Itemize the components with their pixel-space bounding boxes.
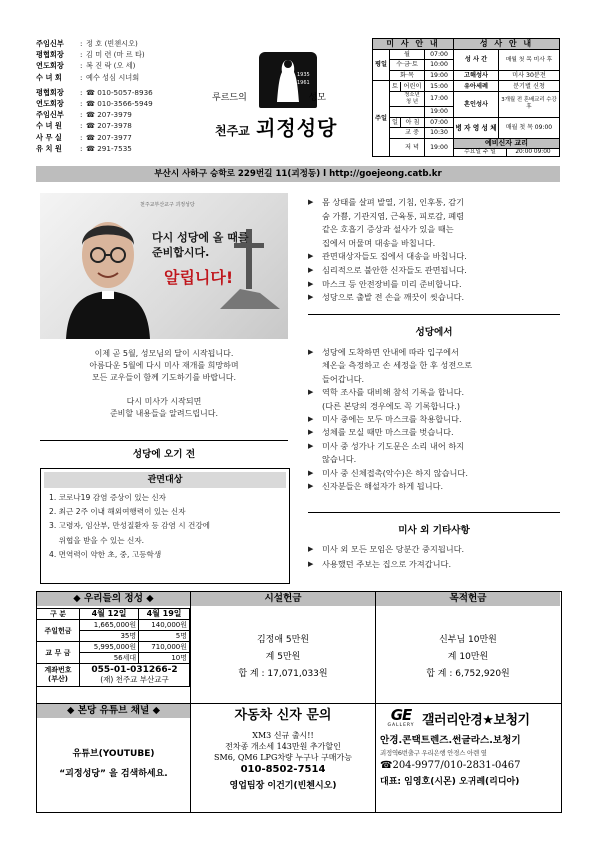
staff-row: 주임신부 : ☎ 207-3979: [36, 109, 184, 120]
sacrament-name: 병 자 영 성 체: [454, 117, 499, 138]
checklist-line: ▶ 심리적으로 불안한 신자들도 관면됩니다.: [322, 264, 467, 275]
staff-row: 유 치 원 : ☎ 291-7535: [36, 143, 184, 154]
mass-day: 청소년 청 년: [390, 91, 425, 106]
mass-day: 저 녁: [390, 138, 425, 156]
checklist-line: 집에서 머물며 대송을 바칩니다.: [322, 237, 436, 248]
staff-role: 수 녀 원: [36, 121, 62, 131]
staff-value: ☎ 010-5057-8936: [86, 87, 153, 97]
finance-date: 4월 19일: [139, 609, 190, 620]
checklist-line: ▶ 미사 외 모든 모임은 당분간 중지됩니다.: [322, 544, 465, 554]
mass-time: 17:00: [425, 91, 454, 106]
staff-row: 연도회장 : 복 진 락 (오 세): [36, 60, 184, 71]
logo-year-bottom: 1961: [297, 80, 310, 86]
staff-role: 주임신부: [36, 39, 64, 48]
staff-role: 수 녀 회: [36, 72, 62, 82]
optical-address: 괴정역6번출구 우리은행 안경스 아렌 옆: [380, 749, 487, 757]
staff-role: 유 치 원: [36, 143, 62, 153]
facility-line: 계 5만원: [265, 652, 301, 662]
finance-amount: 710,000원: [139, 642, 190, 653]
exemption-item: 4. 면역력이 약한 초, 중, 고등학생: [49, 549, 162, 559]
car-ad-line: 전차종 개소세 143만원 추가할인: [225, 742, 341, 751]
poster-headline: 알립니다!: [164, 268, 234, 287]
staff-row: 평협회장 : ☎ 010-5057-8936: [36, 87, 184, 98]
divider: [308, 512, 560, 513]
optical-ad: [380, 708, 560, 787]
intro-line: 이제 곧 5월, 성모님의 달이 시작됩니다.: [94, 349, 234, 358]
exemption-title: 관면대상: [44, 472, 286, 488]
checklist-item: [308, 480, 560, 493]
checklist-line: ▶ 미사 중 신체접촉(악수)은 하지 않습니다.: [322, 467, 468, 478]
mass-time: 10:00: [425, 60, 454, 71]
checklist-item: [308, 426, 560, 439]
staff-row: 수 녀 회 : 예수 성심 시녀회: [36, 72, 184, 83]
staff-value: ☎ 010-3566-5949: [86, 98, 153, 108]
checklist-line: (다른 본당의 경우에도 꼭 기록합니다.): [322, 400, 461, 411]
checklist-item: [308, 264, 560, 278]
car-ad-line: XM3 신규 출시!!: [252, 731, 314, 740]
sacrament-value: 분기별 신청: [499, 81, 560, 92]
account-owner: (재) 천주교 부산교구: [100, 675, 169, 684]
catechumen-day: 수요일 주 일: [454, 149, 507, 156]
staff-value: ☎ 207-3978: [86, 121, 132, 131]
finance-count: 10명: [139, 653, 190, 664]
checklist-item: [308, 440, 560, 467]
announcement-poster: [40, 193, 288, 339]
church-subtitle: 루르드의 성모: [212, 93, 326, 103]
mass-day: 수·금·토: [390, 60, 425, 71]
finance-date: 4월 12일: [80, 609, 139, 620]
purpose-body: [376, 632, 560, 683]
mass-schedule-title: 미 사 안 내: [373, 39, 454, 50]
schedule-panel: [372, 38, 560, 157]
mass-time: 10:30: [425, 128, 454, 139]
staff-value: 복 진 락 (오 세): [86, 61, 136, 71]
finance-col-head: 구 분: [37, 609, 80, 620]
staff-value: ☎ 291-7535: [86, 143, 132, 153]
checklist-line: 같은 호흡기 증상과 설사가 있을 때는: [322, 224, 454, 235]
checklist-item: [308, 278, 560, 292]
finance-amount: 5,995,000원: [80, 642, 139, 653]
weekday-label: 평일: [373, 49, 390, 81]
finance-count: 35명: [80, 631, 139, 642]
facility-total: 합 계 : 17,071,033원: [238, 669, 328, 679]
divider: [308, 314, 560, 315]
staff-value: 정 호 (빈첸시오): [86, 39, 138, 48]
optical-phone: ☎204-9977/010-2831-0467: [380, 760, 521, 771]
sacrament-name: 혼인성사: [454, 91, 499, 117]
facility-body: [191, 632, 375, 683]
section-title-other: 미사 외 기타사항: [398, 525, 470, 536]
priest-portrait: [60, 205, 156, 339]
staff-role: 연도회장: [36, 61, 64, 71]
mass-day: 어린이: [400, 82, 424, 91]
purpose-line: 신부님 10만원: [439, 635, 497, 645]
checklist-line: ▶ 성당으로 출발 전 손을 깨끗이 씻습니다.: [322, 292, 465, 303]
checklist-item: [308, 542, 560, 557]
youtube-body: [37, 744, 190, 784]
checklist-item: [308, 386, 560, 413]
poster-church-logo: 천주교부산교구 괴정성당: [140, 202, 195, 208]
staff-role: 연도회장: [36, 98, 64, 108]
purpose-total: 합 계 : 6,752,920원: [426, 669, 510, 679]
checklist-item: [308, 467, 560, 480]
optical-name: 갤러리안경★보청기: [422, 712, 530, 728]
staff-value: ☎ 207-3979: [86, 110, 132, 120]
youtube-line: 유튜브(YOUTUBE): [72, 749, 155, 759]
checklist-item: [308, 346, 560, 386]
mass-time: 19:00: [425, 70, 454, 81]
other-checklist: [308, 542, 560, 572]
checklist-line: 들어갑니다.: [322, 373, 365, 384]
checklist-line: ▶ 미사 중에는 모두 마스크를 착용합니다.: [322, 414, 462, 425]
mass-day: 월: [390, 49, 425, 60]
sunday-short-label: 일: [392, 118, 398, 126]
exemption-item: 위협을 받을 수 있는 신자.: [49, 535, 145, 545]
optical-products: 안경.콘택트렌즈.썬글라스.보청기: [380, 735, 521, 746]
staff-role: 평협회장: [36, 87, 64, 97]
parish-title: 천주교 괴정성당: [215, 116, 338, 140]
staff-row: 사 무 실 : ☎ 207-3977: [36, 132, 184, 143]
catechumen-time: 20:00 09:00: [515, 148, 551, 155]
staff-row: 연도회장 : ☎ 010-3566-5949: [36, 98, 184, 109]
sunday-label: 주일: [373, 81, 390, 156]
staff-value: 김 미 련 (마 르 타): [86, 50, 145, 60]
logo-year-top: 1935: [297, 72, 310, 78]
mass-time: 07:00: [425, 49, 454, 60]
intro-line: [40, 384, 288, 396]
before-checklist: [308, 196, 560, 305]
mass-day: 교 중: [390, 128, 425, 139]
facility-title: 시설헌금: [191, 592, 375, 606]
car-ad-title: 자동차 신자 문의: [234, 708, 332, 723]
intro-line: 모든 교우들이 함께 기도하기를 바랍니다.: [91, 373, 237, 382]
youtube-title: ◆ 본당 유튜브 채널 ◆: [37, 704, 190, 718]
staff-role: 주임신부: [36, 110, 64, 120]
car-ad-lines: [191, 730, 375, 763]
purpose-line: 계 10만원: [447, 652, 489, 662]
intro-line: 준비할 내용들을 알려드립니다.: [109, 409, 219, 418]
checklist-line: 체온을 측정하고 손 세정을 한 후 성전으로: [322, 360, 473, 371]
staff-role: 사 무 실: [36, 132, 62, 142]
divider: [40, 440, 288, 441]
exemption-list: [41, 491, 289, 562]
finance-label: 주일헌금: [37, 620, 80, 642]
purpose-title: 목적헌금: [376, 592, 560, 606]
sacrament-value: 매월 첫 목 09:00: [499, 117, 560, 138]
sacrament-value: 미사 30분전: [499, 70, 560, 81]
intro-line: 다시 미사가 시작되면: [126, 397, 202, 406]
facility-line: 김정애 5만원: [256, 635, 310, 645]
youtube-line: “괴정성당” 을 검색하세요.: [59, 769, 168, 779]
staff-row: 수 녀 원 : ☎ 207-3978: [36, 120, 184, 131]
car-ad-phone: 010-8502-7514: [240, 764, 326, 775]
sacrament-name: 유아세례: [454, 81, 499, 92]
finance-amount: 1,665,000원: [80, 620, 139, 631]
finance-count: 56세대: [80, 653, 139, 664]
optical-logo: GE GALLERY: [387, 706, 415, 728]
sacrament-name: 고해성사: [454, 70, 499, 81]
staff-value: 예수 성심 시녀회: [86, 72, 140, 82]
at-church-checklist: [308, 346, 560, 493]
exemption-box: [40, 468, 290, 584]
finance-title: ◆ 우리들의 정성 ◆: [37, 592, 190, 606]
exemption-item: 2. 최근 2주 이내 해외여행력이 있는 신자: [49, 507, 186, 517]
mass-time: 19:00: [425, 138, 454, 156]
checklist-line: ▶ 성체를 모실 때만 마스크를 벗습니다.: [322, 427, 454, 438]
exemption-item: 1. 코로나19 감염 증상이 있는 신자: [49, 493, 167, 502]
checklist-line: ▶ 미사 중 성가나 기도문은 소리 내어 하지: [322, 440, 465, 451]
address-bar: 부산시 사하구 승학로 229번길 11(괴정동) l http://goejeong.catb.kr: [36, 166, 560, 182]
finance-amount: 140,000원: [139, 620, 190, 631]
mass-time: 19:00: [425, 106, 454, 117]
checklist-line: 숨 가쁨, 기관지염, 근육통, 피로감, 폐렴: [322, 210, 465, 221]
finance-count: 5명: [139, 631, 190, 642]
checklist-line: ▶ 몸 상태를 살펴 발열, 기침, 인후통, 감기: [322, 197, 465, 207]
mass-day: [390, 106, 425, 117]
poster-line1: 다시 성당에 올 때를: [152, 231, 249, 244]
checklist-line: ▶ 마스크 등 안전장비를 미리 준비합니다.: [322, 278, 462, 289]
mass-day: 화·목: [390, 70, 425, 81]
staff-row: 평협회장 : 김 미 련 (마 르 타): [36, 49, 184, 60]
section-title-before: 성당에 오기 전: [132, 449, 196, 460]
staff-list: [36, 38, 184, 154]
mass-day: 아 침: [400, 118, 424, 127]
finance-table: [36, 608, 190, 687]
checklist-line: ▶ 역학 조사를 대비해 참석 기록을 합니다.: [322, 387, 465, 398]
checklist-line: ▶ 관면대상자들도 집에서 대송을 바칩니다.: [322, 251, 467, 262]
finance-label: 교 무 금: [37, 642, 80, 664]
checklist-line: ▶ 신자분들은 해설자가 하게 됩니다.: [322, 481, 444, 492]
account-label: 계좌번호 (부산): [37, 664, 80, 687]
saturday-label: 토: [392, 82, 398, 90]
checklist-line: ▶ 성당에 도착하면 안내에 따라 입구에서: [322, 347, 459, 357]
car-ad-line: SM6, QM6 LPG차량 누구나 구매가능: [214, 753, 352, 762]
checklist-item: [308, 250, 560, 264]
intro-line: 아름다운 5월에 다시 미사 재개를 희망하며: [89, 361, 239, 370]
catechumen-title: 예비신자 교리: [454, 139, 559, 149]
car-ad-person: 영업팀장 이건기(빈첸시오): [229, 781, 337, 791]
checklist-line: 않습니다.: [322, 454, 357, 465]
staff-role: 평협회장: [36, 50, 64, 60]
checklist-item: [308, 291, 560, 305]
sacrament-name: 성 사 간: [454, 49, 499, 70]
optical-rep: 대표: 임영호(시몬) 오귀례(리디아): [380, 777, 520, 787]
car-ad: [191, 706, 375, 793]
staff-row: 주임신부 : 정 호 (빈첸시오): [36, 38, 184, 49]
section-title-at-church: 성당에서: [415, 327, 453, 338]
sacrament-value: 3개월 전 혼배교리 수강 후: [499, 91, 560, 117]
sacrament-value: 매월 첫 목 미사 후: [499, 49, 560, 70]
checklist-item: [308, 196, 560, 250]
account-number: 055-01-031266-2: [91, 665, 178, 675]
exemption-item: 3. 고령자, 임산부, 만성질환자 등 감염 시 건강에: [49, 521, 211, 531]
checklist-line: ▶ 사용했던 주보는 집으로 가져갑니다.: [322, 559, 452, 569]
sacrament-schedule-title: 성 사 안 내: [454, 39, 560, 50]
staff-value: ☎ 207-3977: [86, 132, 132, 142]
checklist-item: [308, 557, 560, 572]
mass-time: 15:00: [425, 81, 454, 92]
mass-time: 07:00: [425, 117, 454, 128]
poster-line2: 준비합시다.: [152, 246, 210, 259]
checklist-item: [308, 413, 560, 426]
intro-text: [40, 348, 288, 420]
